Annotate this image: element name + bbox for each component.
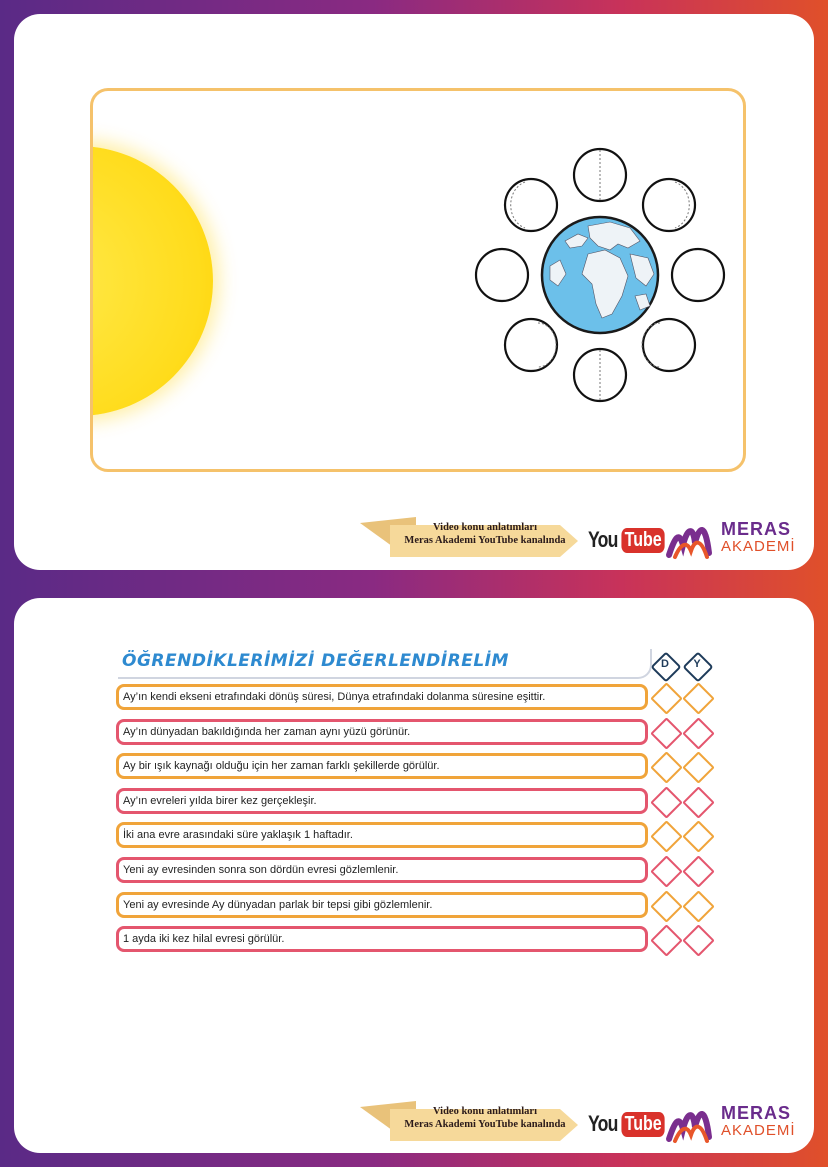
- youtube-logo[interactable]: [588, 1109, 670, 1139]
- brand-name: MERAS: [721, 519, 792, 539]
- ribbon-line-2: Meras Akademi YouTube kanalında: [404, 1119, 566, 1130]
- answer-y-box[interactable]: [682, 855, 715, 888]
- youtube-tube-text: Tube: [621, 1112, 664, 1137]
- brand-subname: AKADEMİ: [721, 538, 796, 555]
- answer-y-box[interactable]: [682, 786, 715, 819]
- quiz-statement-row: [116, 892, 648, 918]
- moon-phases-diagram-frame: [90, 88, 746, 472]
- answer-d-box[interactable]: [650, 924, 683, 957]
- answer-y-box[interactable]: [682, 821, 715, 854]
- quiz-statement-text: Ay’ın evreleri yılda birer kez gerçekleşir.: [123, 794, 317, 807]
- quiz-statement-row: [116, 753, 648, 779]
- answer-d-box[interactable]: [650, 751, 683, 784]
- youtube-logo[interactable]: [588, 525, 670, 555]
- column-header-d-label: D: [661, 658, 669, 670]
- meras-akademi-logo: [665, 517, 800, 561]
- answer-y-box[interactable]: [682, 890, 715, 923]
- moon-phase-bottom-right: [642, 319, 695, 371]
- quiz-statement-text: İki ana evre arasındaki süre yaklaşık 1 haftadır.: [123, 829, 353, 842]
- answer-d-box[interactable]: [650, 855, 683, 888]
- answer-d-box[interactable]: [650, 717, 683, 750]
- quiz-statement-text: Yeni ay evresinden sonra son dördün evresi gözlemlenir.: [123, 864, 399, 876]
- brand-subname: AKADEMİ: [721, 1122, 796, 1139]
- quiz-statement-row: [116, 719, 648, 745]
- quiz-statement-text: 1 ayda iki kez hilal evresi görülür.: [123, 933, 285, 946]
- answer-d-box[interactable]: [650, 821, 683, 854]
- ribbon-line-2: Meras Akademi YouTube kanalında: [404, 535, 566, 546]
- ribbon-line-1: Video konu anlatımları: [432, 522, 538, 533]
- ribbon-line-1: Video konu anlatımları: [432, 1106, 538, 1117]
- footer-banner: [360, 511, 800, 561]
- quiz-title-bar: [118, 649, 652, 679]
- moon-phase-top-left: [505, 179, 557, 231]
- top-page-card: [14, 14, 814, 570]
- quiz-statement-row: [116, 857, 648, 883]
- sun-illustration: [90, 146, 213, 416]
- answer-y-box[interactable]: [682, 751, 715, 784]
- moon-phase-right: [672, 249, 724, 301]
- meras-m-icon: [665, 1101, 717, 1145]
- quiz-statement-row: [116, 822, 648, 848]
- ribbon-text: [400, 1105, 570, 1131]
- youtube-you-text: You: [588, 527, 618, 552]
- ribbon-text: [400, 521, 570, 547]
- moon-phases-illustration: [470, 146, 730, 406]
- answer-d-box[interactable]: [650, 682, 683, 715]
- column-header-y-label: Y: [693, 658, 701, 670]
- meras-m-icon: [665, 517, 717, 561]
- answer-d-box[interactable]: [650, 786, 683, 819]
- footer-banner-bottom: [360, 1095, 800, 1145]
- column-header-d: [651, 652, 679, 680]
- meras-akademi-logo: [665, 1101, 800, 1145]
- earth-globe: [542, 217, 658, 333]
- quiz-title: ÖĞRENDİKLERİMİZİ DEĞERLENDİRELİM: [122, 651, 509, 671]
- quiz-statement-text: Ay’ın dünyadan bakıldığında her zaman aynı yüzü görünür.: [123, 725, 411, 738]
- youtube-tube-text: Tube: [621, 528, 664, 553]
- moon-phase-bottom-left: [505, 319, 557, 371]
- quiz-statement-text: Yeni ay evresinde Ay dünyadan parlak bir tepsi gibi gözlemlenir.: [123, 898, 433, 911]
- moon-phase-top: [574, 149, 626, 201]
- answer-d-box[interactable]: [650, 890, 683, 923]
- moon-phase-top-right: [643, 179, 695, 231]
- answer-y-box[interactable]: [682, 924, 715, 957]
- quiz-statement-row: [116, 684, 648, 710]
- answer-y-box[interactable]: [682, 717, 715, 750]
- youtube-you-text: You: [588, 1111, 618, 1136]
- moon-phase-left: [476, 249, 528, 301]
- brand-name: MERAS: [721, 1103, 792, 1123]
- column-header-y: [683, 652, 711, 680]
- quiz-statement-text: Ay bir ışık kaynağı olduğu için her zaman farklı şekillerde görülür.: [123, 760, 440, 773]
- quiz-statement-row: [116, 788, 648, 814]
- moon-phase-bottom: [574, 349, 626, 401]
- quiz-statement-text: Ay’ın kendi ekseni etrafındaki dönüş süresi, Dünya etrafındaki dolanma süresine eşittir.: [123, 691, 546, 703]
- answer-y-box[interactable]: [682, 682, 715, 715]
- quiz-statement-row: [116, 926, 648, 952]
- bottom-page-card: [14, 598, 814, 1153]
